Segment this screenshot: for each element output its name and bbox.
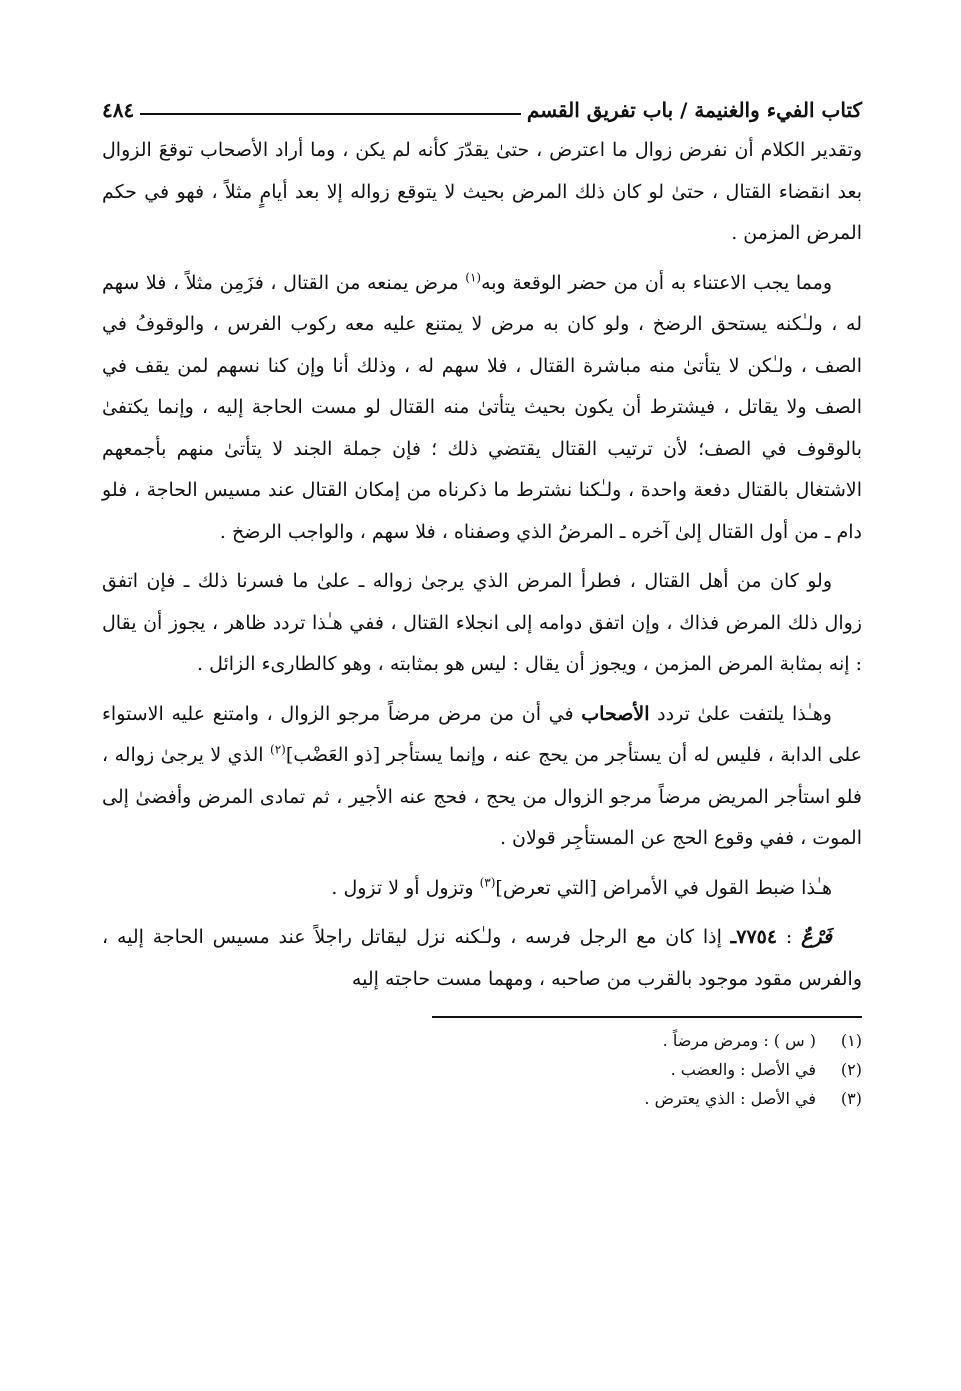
footnote-separator — [432, 1016, 862, 1018]
text-run: : — [777, 926, 802, 948]
footnote-ref: (١) — [465, 270, 482, 285]
footnote — [102, 1055, 862, 1084]
footnote-text: في الأصل : الذي يعترض . — [644, 1089, 816, 1108]
footnote-text: ( س ) : ومرض مرضاً . — [662, 1031, 816, 1050]
running-header — [102, 86, 862, 122]
text-run: وتقدير الكلام أن نفرض زوال ما اعترض ، حتىٰ يقدّرَ كأنه لم يكن ، وما أراد الأصحاب توقعَ الزوال بعد انقضاء القتال ، حتىٰ لو كان ذلك المرض بحيث لا يتوقع زواله إلا بعد أيامٍ مثلاً ، فهو في حكم المرض المزمن . — [102, 139, 862, 244]
footnote-number: (٢) — [840, 1060, 862, 1079]
text-run: في أن من مرض مرضاً مرجو الزوال ، وامتنع عليه الاستواء على الدابة ، فليس له أن يستأجر من يحج عنه ، وإنما يستأجر [ذو العَضْب] — [102, 702, 862, 766]
text-run: ومما يجب الاعتناء به أن من حضر الوقعة وبه — [481, 271, 832, 294]
paragraph — [102, 263, 862, 554]
bold-text: ٧٧٥٤ـ — [730, 926, 778, 948]
bold-text: الأصحاب — [581, 702, 650, 725]
footnote-ref: (٢) — [270, 742, 286, 757]
text-run: وتزول أو لا تزول . — [331, 876, 480, 899]
document-page — [102, 86, 862, 1113]
paragraph — [102, 130, 862, 255]
footnote-number: (١) — [840, 1031, 862, 1050]
text-run: هـٰذا ضبط القول في الأمراض [التي تعرض] — [495, 876, 832, 899]
paragraph — [102, 868, 862, 910]
footnote — [102, 1026, 862, 1055]
body-text — [102, 130, 862, 1000]
header-rule — [140, 113, 521, 115]
paragraph — [102, 561, 862, 686]
page-number: ٤٨٤ — [102, 98, 135, 122]
far-label: فَرْعٌ — [801, 926, 833, 948]
footnote-number: (٣) — [840, 1089, 862, 1108]
footnote-text: في الأصل : والعضب . — [670, 1060, 816, 1079]
chapter-title: كتاب الفيء والغنيمة / باب تفريق القسم — [526, 98, 862, 122]
text-run: وهـٰذا يلتفت علىٰ تردد — [649, 702, 832, 725]
text-run: الذي لا يرجىٰ زواله ، فلو استأجر المريض مرضاً مرجو الزوال من يحج ، فحج عنه الأجير ، ثم تمادى المرض وأفضىٰ إلى الموت ، ففي وقوع الحج عن المستأجِر قولان . — [102, 744, 862, 849]
text-run: مرض يمنعه من القتال ، فزَمِن مثلاً ، فلا سهم له ، ولـٰكنه يستحق الرضخ ، ولو كان به مرض لا يمتنع عليه معه ركوب الفرس ، والوقوفُ في الصف ، ولـٰكن لا يتأتىٰ منه مباشرة القتال ، فلا سهم له ، وذلك أنا وإن كنا نسهم لمن يقف في الصف ولا يقاتل ، فيشترط أن يكون بحيث يتأتىٰ منه القتال لو مست الحاجة إليه ، وإنما يكتفىٰ بالوقوف في الصف؛ لأن ترتيب القتال يقتضي ذلك ؛ فإن جملة الجند لا يتأتىٰ منهم بأجمعهم الاشتغال بالقتال دفعة واحدة ، ولـٰكنا نشترط ما ذكرناه من إمكان القتال عند مسيس الحاجة ، فلو دام ـ من أول القتال إلىٰ آخره ـ المرضُ الذي وصفناه ، فلا سهم ، والواجب الرضخ . — [102, 271, 862, 543]
footnote-ref: (٣) — [479, 875, 496, 890]
footnote — [102, 1084, 862, 1113]
text-run: إذا كان مع الرجل فرسه ، ولـٰكنه نزل ليقاتل راجلاً عند مسيس الحاجة إليه ، والفرس مقود موجود بالقرب من صاحبه ، ومهما مست حاجته إليه — [102, 926, 862, 990]
paragraph — [102, 694, 862, 860]
paragraph — [102, 917, 862, 1000]
footnotes — [102, 1026, 862, 1113]
text-run: ولو كان من أهل القتال ، فطرأ المرض الذي يرجىٰ زواله ـ علىٰ ما فسرنا ذلك ـ فإن اتفق زوال ذلك المرض فذاك ، وإن اتفق دوامه إلى انجلاء القتال ، ففي هـٰذا تردد ظاهر ، يجوز أن يقال : إنه بمثابة المرض المزمن ، ويجوز أن يقال : ليس هو بمثابته ، وهو كالطارىء الزائل . — [102, 570, 862, 675]
